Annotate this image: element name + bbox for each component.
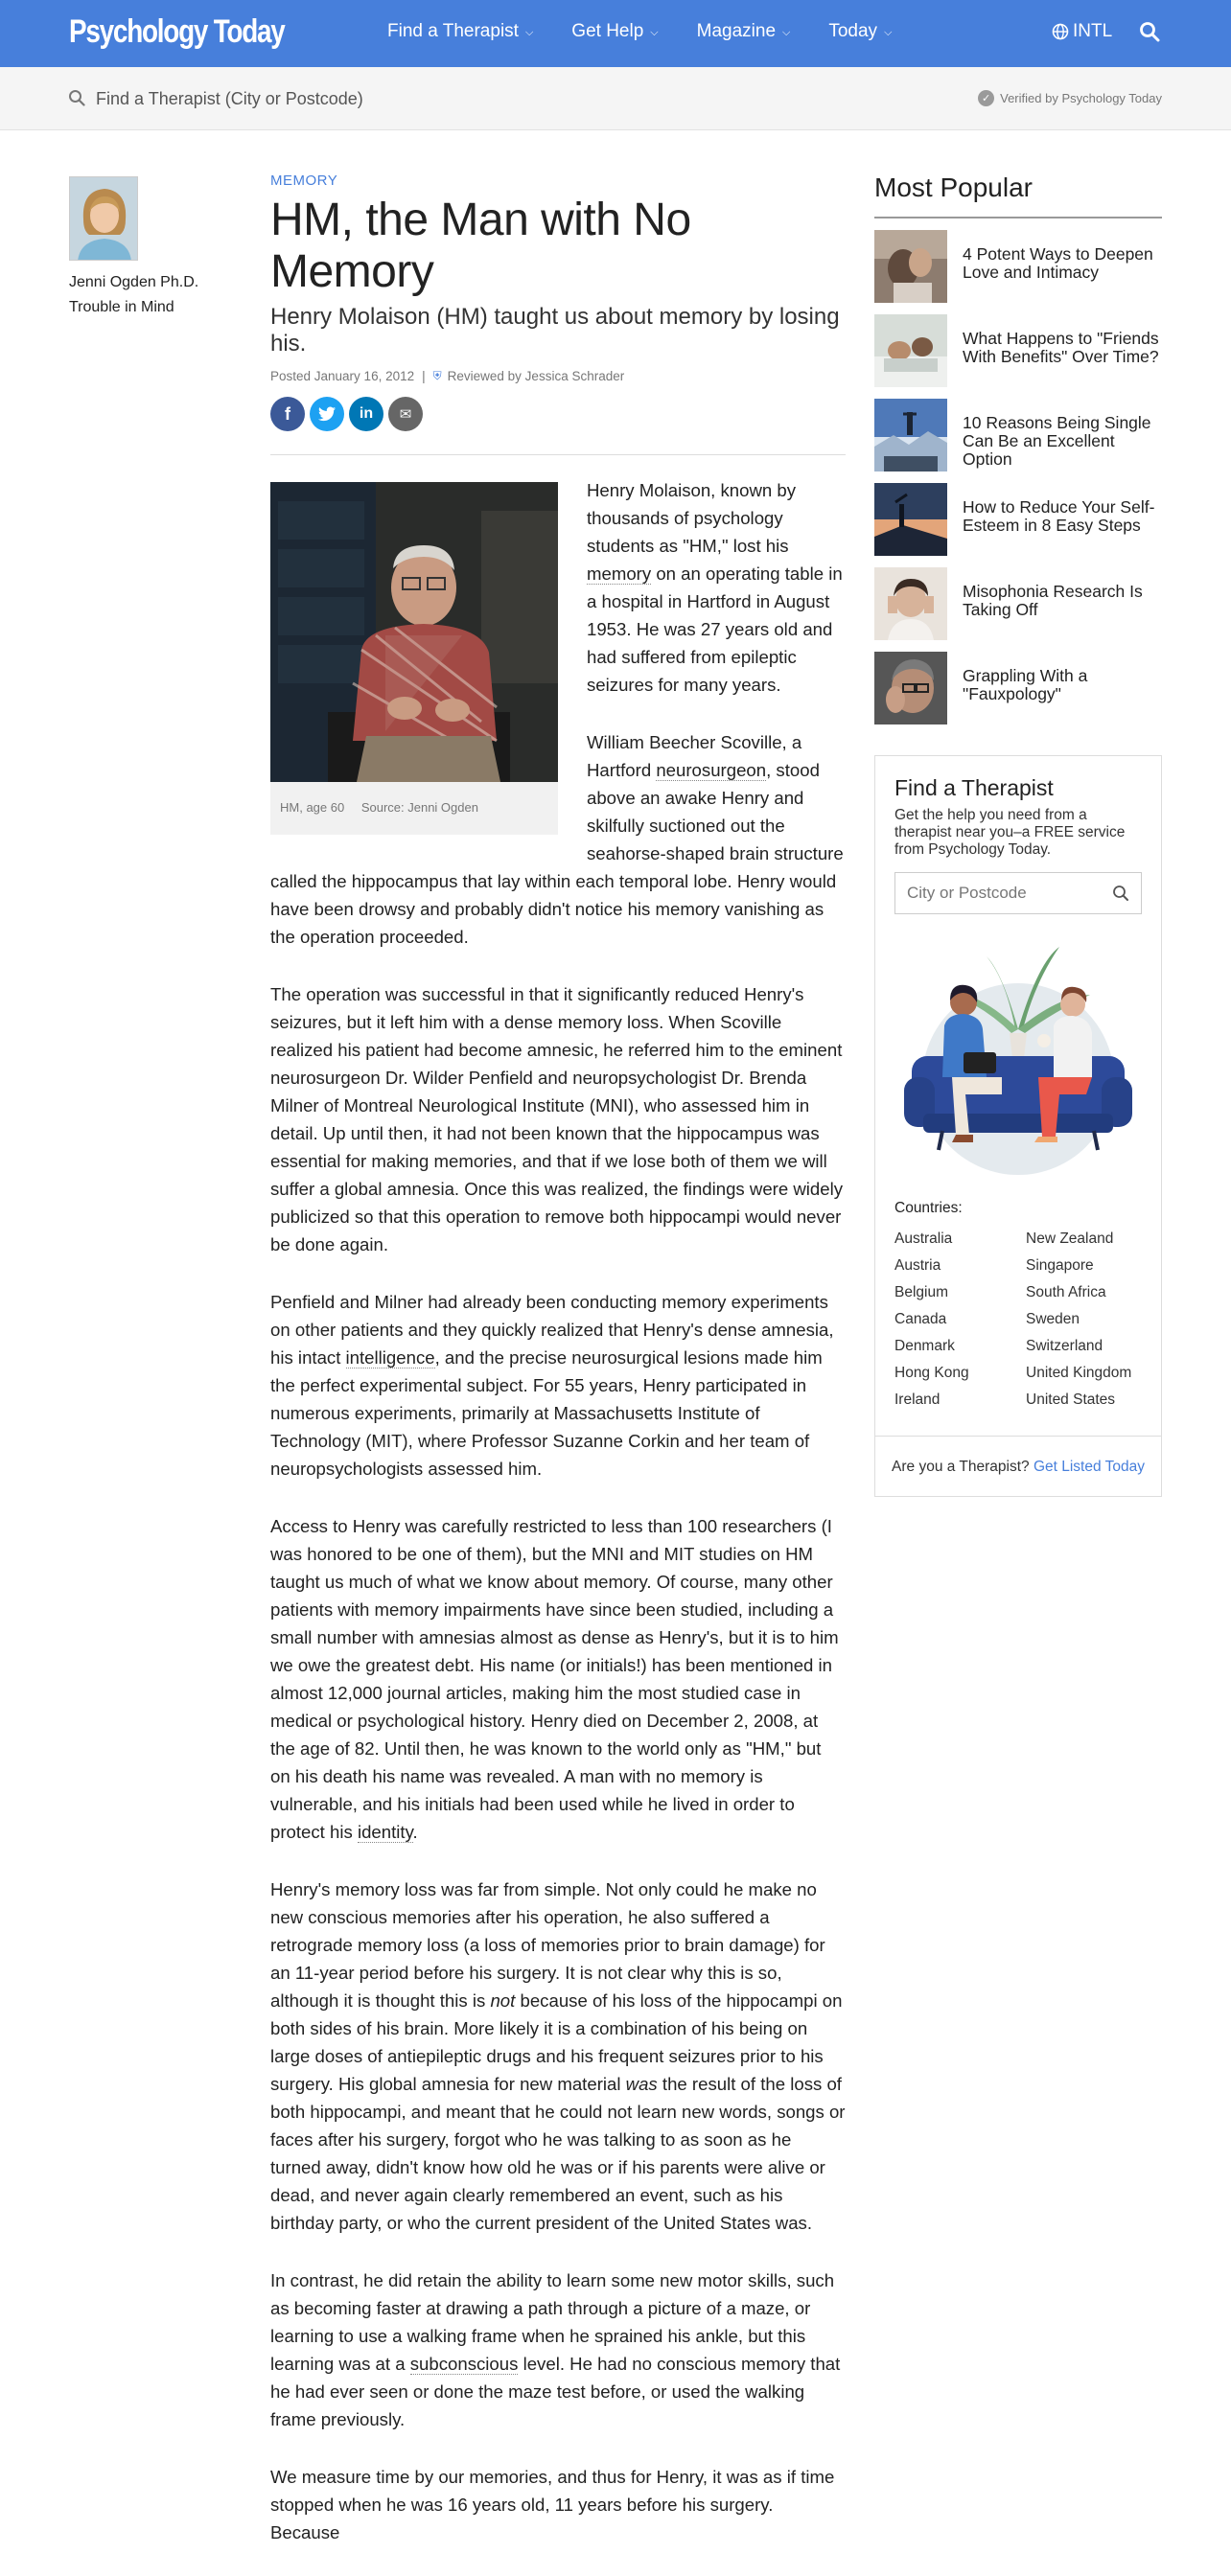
figure-caption: [270, 782, 558, 835]
meta-separator: |: [422, 369, 426, 383]
paragraph-text: William Beecher Scoville, a Hartford: [587, 732, 802, 780]
article-divider: [270, 454, 846, 455]
caption-text: HM, age 60: [280, 800, 345, 815]
popular-item[interactable]: [874, 483, 1162, 556]
topic-kicker[interactable]: MEMORY: [270, 172, 338, 189]
country-link[interactable]: Australia: [894, 1230, 953, 1247]
country-link[interactable]: Switzerland: [1026, 1338, 1103, 1354]
main-nav: [387, 21, 930, 42]
emphasis-text: not: [490, 1990, 516, 2011]
country-link[interactable]: Canada: [894, 1311, 947, 1327]
posted-date: Posted January 16, 2012: [270, 369, 415, 383]
popular-title[interactable]: How to Reduce Your Self-Esteem in 8 Easy Steps: [963, 497, 1155, 535]
author-blog-name[interactable]: Trouble in Mind: [69, 299, 174, 315]
country-link[interactable]: United Kingdom: [1026, 1365, 1132, 1381]
reviewed-by[interactable]: Reviewed by Jessica Schrader: [447, 369, 625, 383]
paragraph-text: , and the precise neurosurgical lesions made him the perfect experimental subject. For 55 years, Henry participated in numerous experiments, primarily at Massachusetts Institute of Technology (MIT), where Professor Suzanne Corkin and her team of neuropsychologists assessed him.: [270, 1347, 823, 1479]
popular-item[interactable]: [874, 567, 1162, 640]
popular-item[interactable]: [874, 230, 1162, 303]
popular-title[interactable]: 4 Potent Ways to Deepen Love and Intimacy: [963, 244, 1153, 282]
shield-icon: ⛨: [432, 369, 442, 382]
chevron-down-icon: ⌵: [782, 26, 791, 38]
paragraph-8: We measure time by our memories, and thus for Henry, it was as if time stopped when he was 16 years old, 11 years before his surgery. Because: [270, 2467, 835, 2542]
country-link[interactable]: Sweden: [1026, 1311, 1080, 1327]
site-logo[interactable]: Psychology Today: [69, 13, 285, 50]
paragraph-text: the result of the loss of both hippocampi, and meant that he could not learn new words, songs or faces after his surgery, forgot who he was talking to as soon as he turned away, didn't know how old he was or if his parents were alive or dead, and never again clearly remembered an event, such as his birthday party, or who the current president of the United States was.: [270, 2074, 846, 2233]
man-with-hands-image: [874, 652, 947, 724]
find-therapist-widget: [874, 755, 1162, 1497]
country-link[interactable]: Belgium: [894, 1284, 948, 1300]
nav-today[interactable]: [828, 21, 892, 42]
author-name[interactable]: Jenni Ogden Ph.D.: [69, 274, 199, 290]
article-subtitle: Henry Molaison (HM) taught us about memory by losing his.: [270, 304, 840, 356]
paragraph-text: Henry Molaison, known by thousands of psychology students as "HM," lost his: [587, 480, 797, 556]
search-icon: [68, 89, 85, 106]
therapist-search-bar: [0, 67, 1231, 130]
popular-thumbnail[interactable]: [874, 230, 947, 303]
twitter-share-button[interactable]: [310, 397, 344, 431]
share-buttons: [270, 397, 846, 431]
paragraph-text: .: [412, 1822, 418, 1842]
paragraph-5: [270, 1512, 846, 1846]
countries-list: [894, 1230, 1142, 1409]
bed-couple-image: [874, 314, 947, 387]
country-link[interactable]: South Africa: [1026, 1284, 1106, 1300]
paragraph-text: because of his loss of the hippocampi on both sides of his brain. More likely it is a combination of his being on large doses of antiepileptic drugs and his frequent seizures prior to his surgery. His global amnesia for new material: [270, 1990, 843, 2094]
therapy-session-image: [894, 933, 1142, 1181]
get-listed-link[interactable]: Get Listed Today: [1033, 1459, 1145, 1475]
memory-link[interactable]: memory: [587, 564, 652, 584]
email-icon: ✉: [399, 406, 412, 423]
linkedin-icon: in: [359, 405, 374, 422]
popular-title[interactable]: What Happens to "Friends With Benefits" Over Time?: [963, 329, 1159, 366]
paragraph-text: level. He had no conscious memory that he had ever seen or done the maze test before, or used the walking frame previously.: [270, 2354, 841, 2429]
neurosurgeon-link[interactable]: neurosurgeon: [656, 760, 767, 780]
therapist-cta: [875, 1436, 1161, 1477]
author-portrait-image: [70, 177, 138, 261]
most-popular-title: Most Popular: [874, 172, 1162, 218]
top-navigation-bar: [0, 0, 1231, 67]
facebook-share-button[interactable]: [270, 397, 305, 431]
hm-portrait-image: [270, 482, 558, 782]
article-body: [270, 476, 846, 2546]
hm-photo[interactable]: [270, 482, 558, 782]
paragraph-3: The operation was successful in that it significantly reduced Henry's seizures, but it left him with a dense memory loss. When Scoville realized his patient had become amnesic, he referred him to the eminent neurosurgeon Dr. Wilder Penfield and neuropsychologist Dr. Brenda Milner of Montreal Neurological Institute (MNI), who assessed him in detail. Up until then, it had not been known that the hippocampus was essential for making memories, and that if we lose both of them we will suffer a global amnesia. Once this was realized, the findings were widely publicized so that this operation to remove both hippocampi would never be done again.: [270, 984, 844, 1254]
subconscious-link[interactable]: subconscious: [409, 2354, 519, 2374]
country-link[interactable]: Hong Kong: [894, 1365, 969, 1381]
cta-text: Are you a Therapist?: [892, 1459, 1030, 1475]
emphasis-text: was: [625, 2074, 658, 2094]
country-link[interactable]: Austria: [894, 1257, 941, 1274]
article-figure: [270, 482, 558, 835]
paragraph-text: , stood above an awake Henry and skilfully suctioned out the seahorse-shaped brain structure called the hippocampus that lay within each temporal lobe. Henry would have been drowsy and probably didn't notice his memory vanishing as the operation proceeded.: [270, 760, 844, 947]
nav-label: Today: [828, 21, 878, 41]
paragraph-text: Henry's memory loss was far from simple. Not only could he make no new conscious memories after his operation, he also suffered a retrograde memory loss (a loss of memories prior to brain damage) for an 11-year period before his surgery. It is not clear why this is so, although it is thought this is: [270, 1879, 825, 2011]
country-link[interactable]: Singapore: [1026, 1257, 1094, 1274]
country-link[interactable]: Denmark: [894, 1338, 955, 1354]
paragraph-text: Penfield and Milner had already been conducting memory experiments on other patients and they quickly realized that Henry's dense amnesia, his intact: [270, 1292, 834, 1368]
paragraph-text: Access to Henry was carefully restricted to less than 100 researchers (I was honored to be one of them), but the MNI and MIT studies on HM taught us much of what we know about memory. Of course, many other patients with memory impairments have since been studied, including a small number with amnesias almost as dense as Henry's, but it is to him we owe the greatest debt. His name (or initials!) has been mentioned in almost 12,000 journal articles, making him the most studied case in medical or psychological history. Henry died on December 2, 2008, at the age of 82. Until then, he was known to the world only as "HM," but on his death his name was revealed. A man with no memory is vulnerable, and his initials had been used while he lived in order to protect his: [270, 1516, 839, 1842]
city-postcode-field: [894, 872, 1142, 914]
country-link[interactable]: United States: [1026, 1392, 1116, 1408]
intelligence-link[interactable]: intelligence: [345, 1347, 435, 1368]
intl-selector[interactable]: [1052, 21, 1112, 42]
find-therapist-description: Get the help you need from a therapist near you–a FREE service from Psychology Today.: [894, 807, 1126, 858]
popular-title[interactable]: Misophonia Research Is Taking Off: [963, 582, 1143, 619]
popular-title[interactable]: 10 Reasons Being Single Can Be an Excellent Option: [963, 413, 1151, 469]
paragraph-7: [270, 2266, 846, 2433]
article-title: HM, the Man with No Memory: [270, 195, 691, 297]
article-meta: [270, 369, 846, 383]
nav-find-a-therapist[interactable]: [387, 21, 533, 42]
chevron-down-icon: ⌵: [524, 26, 534, 38]
paragraph-text: In contrast, he did retain the ability to learn some new motor skills, such as becoming faster at drawing a path through a picture of a maze, or learning to use a walking frame when he sprained his ankle, but this learning was at a: [270, 2270, 835, 2374]
search-icon[interactable]: [1112, 885, 1129, 902]
nav-get-help[interactable]: [571, 21, 658, 42]
globe-icon: [1052, 23, 1069, 40]
popular-item[interactable]: [874, 399, 1162, 472]
verified-check-icon: ✓: [978, 90, 994, 106]
intl-label: INTL: [1073, 21, 1113, 41]
therapist-search-input[interactable]: [96, 82, 671, 115]
popular-item[interactable]: [874, 652, 1162, 724]
paragraph-text: on an operating table in a hospital in Hartford in August 1953. He was 27 years old and had suffered from epileptic seizures for many years.: [587, 564, 843, 695]
email-share-button[interactable]: [388, 397, 423, 431]
country-link[interactable]: Ireland: [894, 1392, 941, 1408]
find-therapist-title: Find a Therapist: [894, 775, 1054, 800]
country-link[interactable]: New Zealand: [1026, 1230, 1114, 1247]
woman-covering-ears-image: [874, 567, 947, 640]
verified-badge: [978, 90, 1162, 106]
popular-item[interactable]: [874, 314, 1162, 387]
caption-source: Source: Jenni Ogden: [360, 800, 478, 815]
author-info: [69, 270, 198, 320]
article: [270, 172, 846, 2576]
popular-thumbnail[interactable]: [874, 652, 947, 724]
city-postcode-input[interactable]: [895, 873, 1141, 913]
header-search-button[interactable]: [1139, 21, 1160, 47]
chevron-down-icon: ⌵: [650, 26, 659, 38]
therapy-illustration: [894, 933, 1142, 1181]
search-icon: [1139, 21, 1160, 42]
popular-thumbnail[interactable]: [874, 483, 947, 556]
popular-title[interactable]: Grappling With a "Fauxpology": [963, 666, 1088, 703]
author-avatar[interactable]: [69, 176, 138, 261]
paragraph-4: [270, 1288, 846, 1483]
countries-label: Countries:: [894, 1200, 963, 1216]
nav-label: Magazine: [696, 21, 777, 41]
verified-label: Verified by Psychology Today: [1000, 91, 1162, 105]
nav-label: Get Help: [571, 21, 644, 41]
linkedin-share-button[interactable]: [349, 397, 383, 431]
identity-link[interactable]: identity: [357, 1822, 413, 1842]
popular-thumbnail[interactable]: [874, 314, 947, 387]
paragraph-6: [270, 1875, 846, 2237]
mountain-person-image: [874, 399, 947, 472]
twitter-icon: [318, 406, 336, 422]
facebook-icon: f: [285, 403, 290, 424]
nav-label: Find a Therapist: [387, 21, 519, 41]
nav-magazine[interactable]: [697, 21, 791, 42]
silhouette-sunset-image: [874, 483, 947, 556]
couple-photo-image: [874, 230, 947, 303]
sidebar: [874, 172, 1162, 1497]
chevron-down-icon: ⌵: [884, 26, 893, 38]
popular-thumbnail[interactable]: [874, 567, 947, 640]
popular-thumbnail[interactable]: [874, 399, 947, 472]
